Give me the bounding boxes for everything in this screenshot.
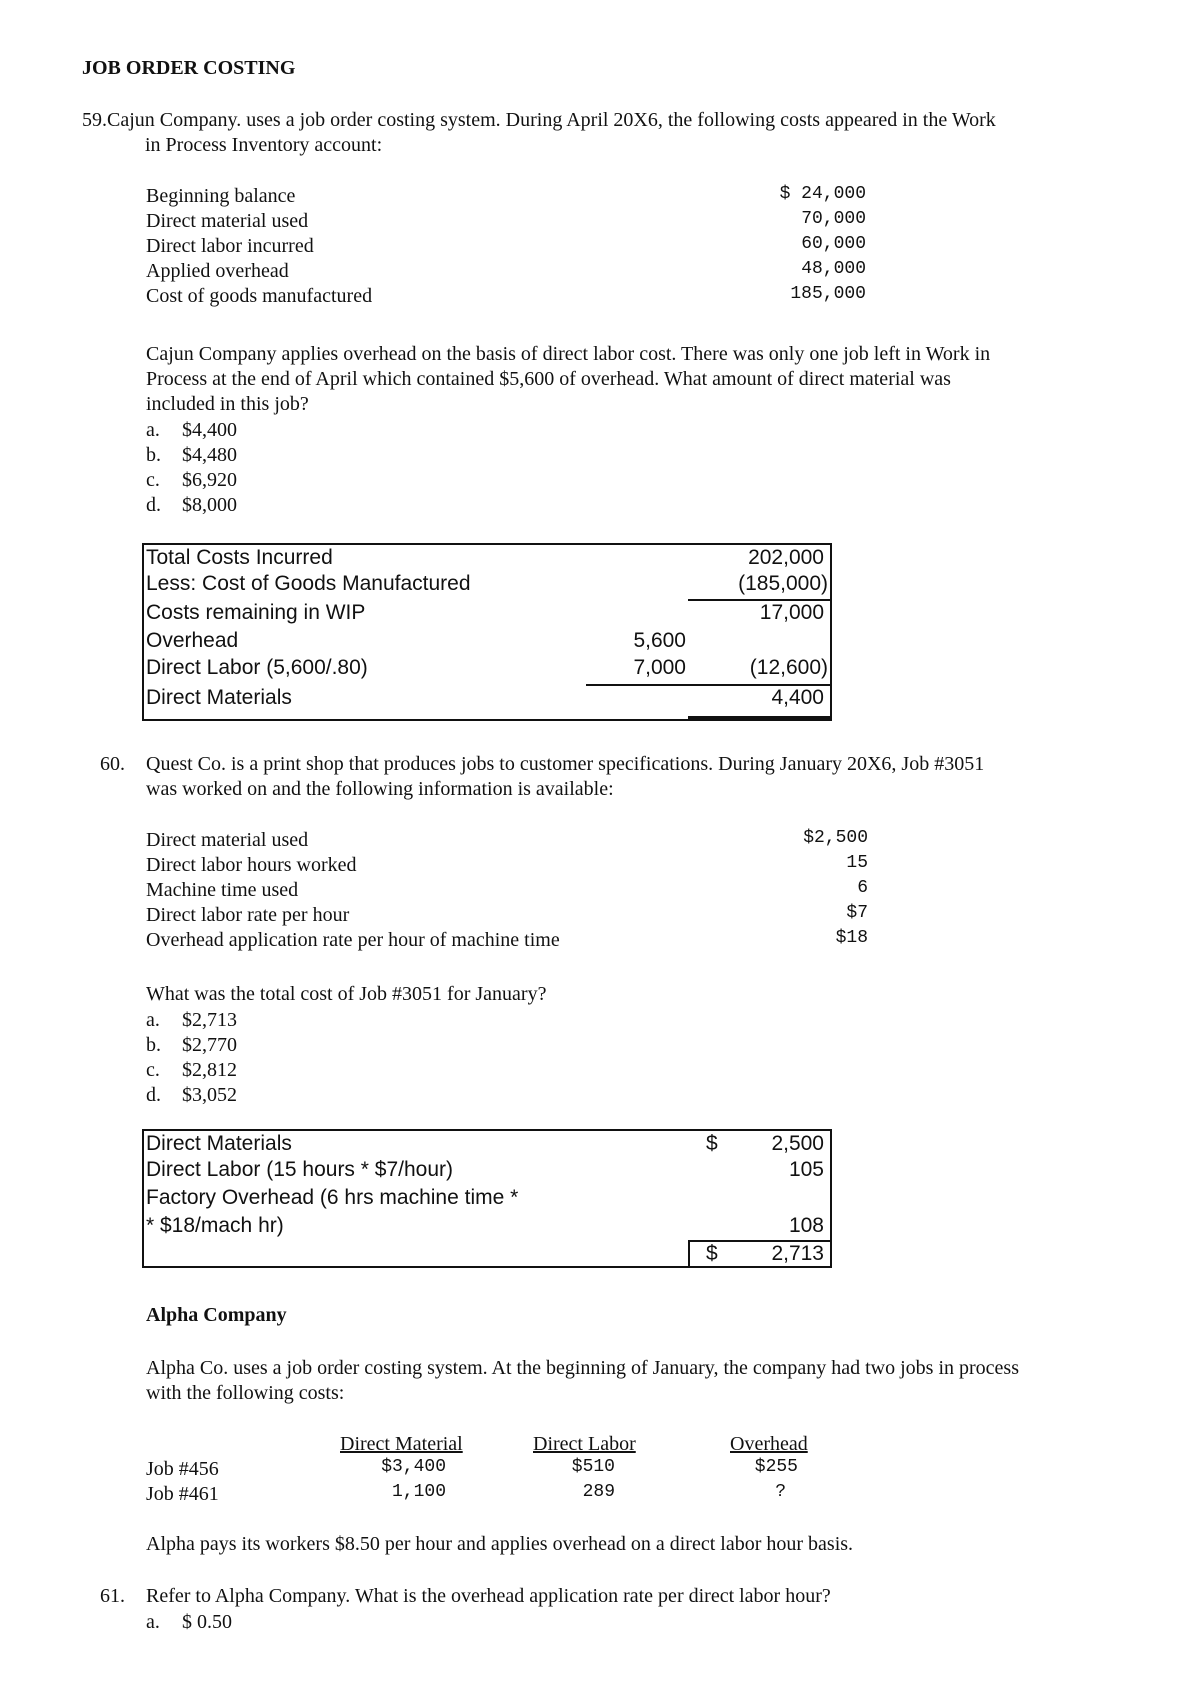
q59-solution-label: Overhead bbox=[146, 629, 239, 652]
q60-item-label: Direct labor hours worked bbox=[146, 854, 357, 876]
q59-item-value: 48,000 bbox=[801, 259, 866, 279]
alpha-oh-value: ? bbox=[775, 1482, 786, 1502]
q59-option-letter: a. bbox=[146, 419, 160, 441]
q60-number: 60. bbox=[100, 753, 125, 775]
q59-option-text: $4,480 bbox=[182, 444, 237, 466]
q59-item-label: Applied overhead bbox=[146, 260, 289, 282]
q59-item-value: 60,000 bbox=[801, 234, 866, 254]
q61-option-text: $ 0.50 bbox=[182, 1611, 232, 1633]
q59-item-label: Direct material used bbox=[146, 210, 309, 232]
q60-item-value: $2,500 bbox=[803, 828, 868, 848]
alpha-job-label: Job #461 bbox=[146, 1483, 219, 1505]
q59-solution-right: (185,000) bbox=[738, 572, 828, 595]
q59-solution-mid: 7,000 bbox=[633, 656, 686, 679]
alpha-oh-value: $255 bbox=[754, 1457, 798, 1477]
q60-option-text: $2,713 bbox=[182, 1009, 237, 1031]
q60-option-text: $2,770 bbox=[182, 1034, 237, 1056]
q60-solution-value: 108 bbox=[788, 1214, 824, 1237]
alpha-dm-value: $3,400 bbox=[381, 1457, 446, 1477]
q59-question-line-2: Process at the end of April which contained $5,600 of overhead. What amount of direct material was bbox=[146, 368, 951, 390]
q60-item-value: 6 bbox=[857, 878, 868, 898]
q60-item-label: Overhead application rate per hour of machine time bbox=[146, 929, 560, 951]
q59-option-letter: d. bbox=[146, 494, 161, 516]
q60-solution-total-value: 2,713 bbox=[771, 1242, 824, 1265]
q61-option-letter: a. bbox=[146, 1611, 160, 1633]
q60-solution-label: Direct Materials bbox=[146, 1132, 292, 1155]
q59-question-line-1: Cajun Company applies overhead on the basis of direct labor cost. There was only one job left in Work in bbox=[146, 343, 991, 365]
q59-option-text: $4,400 bbox=[182, 419, 237, 441]
q59-question-line-3: included in this job? bbox=[146, 393, 309, 415]
q59-option-letter: b. bbox=[146, 444, 161, 466]
q60-solution-total-currency: $ bbox=[706, 1242, 718, 1265]
q59-item-label: Direct labor incurred bbox=[146, 235, 314, 257]
q59-total-double-rule bbox=[688, 716, 830, 719]
q60-item-label: Machine time used bbox=[146, 879, 299, 901]
page-title: JOB ORDER COSTING bbox=[82, 57, 296, 79]
q59-solution-right: 17,000 bbox=[759, 601, 824, 624]
q59-solution-mid: 5,600 bbox=[633, 629, 686, 652]
q59-stem-line-1: 59.Cajun Company. uses a job order costing system. During April 20X6, the following costs appeared in the Work bbox=[82, 109, 996, 131]
q59-solution-right: (12,600) bbox=[749, 656, 828, 679]
alpha-dm-value: 1,100 bbox=[391, 1482, 446, 1502]
q60-item-label: Direct labor rate per hour bbox=[146, 904, 350, 926]
alpha-intro-line-2: with the following costs: bbox=[146, 1382, 345, 1404]
q59-option-letter: c. bbox=[146, 469, 160, 491]
q60-item-value: $18 bbox=[835, 928, 868, 948]
q59-solution-right: 202,000 bbox=[748, 546, 824, 569]
q60-solution-value: 105 bbox=[788, 1158, 824, 1181]
q61-stem: Refer to Alpha Company. What is the overhead application rate per direct labor hour? bbox=[146, 1585, 831, 1607]
q60-option-text: $3,052 bbox=[182, 1084, 237, 1106]
q60-option-text: $2,812 bbox=[182, 1059, 237, 1081]
alpha-note: Alpha pays its workers $8.50 per hour and applies overhead on a direct labor hour basis. bbox=[146, 1533, 854, 1555]
q59-solution-label: Total Costs Incurred bbox=[146, 546, 333, 569]
q59-solution-label: Costs remaining in WIP bbox=[146, 601, 366, 624]
alpha-job-label: Job #456 bbox=[146, 1458, 219, 1480]
q60-item-value: $7 bbox=[846, 903, 868, 923]
q59-item-value: $ 24,000 bbox=[779, 184, 866, 204]
alpha-col-header: Direct Material bbox=[340, 1433, 463, 1455]
q59-item-label: Cost of goods manufactured bbox=[146, 285, 373, 307]
alpha-intro-line-1: Alpha Co. uses a job order costing system. At the beginning of January, the company had two jobs in process bbox=[146, 1357, 1019, 1379]
q59-item-label: Beginning balance bbox=[146, 185, 296, 207]
alpha-col-header: Direct Labor bbox=[533, 1433, 636, 1455]
q60-solution-currency: $ bbox=[706, 1132, 718, 1155]
q60-option-letter: b. bbox=[146, 1034, 161, 1056]
q59-solution-right: 4,400 bbox=[771, 686, 824, 709]
q60-option-letter: d. bbox=[146, 1084, 161, 1106]
q60-option-letter: a. bbox=[146, 1009, 160, 1031]
alpha-dl-value: 289 bbox=[582, 1482, 615, 1502]
q60-solution-value: 2,500 bbox=[771, 1132, 824, 1155]
q60-option-letter: c. bbox=[146, 1059, 160, 1081]
q60-solution-label: Factory Overhead (6 hrs machine time * bbox=[146, 1186, 519, 1209]
q60-stem-line-2: was worked on and the following information is available: bbox=[146, 778, 614, 800]
q60-item-label: Direct material used bbox=[146, 829, 309, 851]
alpha-dl-value: $510 bbox=[571, 1457, 615, 1477]
q59-solution-label: Direct Materials bbox=[146, 686, 292, 709]
q61-number: 61. bbox=[100, 1585, 125, 1607]
q60-question: What was the total cost of Job #3051 for January? bbox=[146, 983, 547, 1005]
q60-stem-line-1: Quest Co. is a print shop that produces jobs to customer specifications. During January 20X6, Job #3051 bbox=[146, 753, 985, 775]
q60-total-cell-border bbox=[688, 1240, 690, 1266]
alpha-col-header: Overhead bbox=[730, 1433, 808, 1455]
alpha-heading: Alpha Company bbox=[146, 1304, 287, 1326]
q59-option-text: $8,000 bbox=[182, 494, 237, 516]
q60-solution-label: * $18/mach hr) bbox=[146, 1214, 284, 1237]
q59-item-value: 70,000 bbox=[801, 209, 866, 229]
q59-option-text: $6,920 bbox=[182, 469, 237, 491]
q59-solution-label: Less: Cost of Goods Manufactured bbox=[146, 572, 471, 595]
q59-solution-label: Direct Labor (5,600/.80) bbox=[146, 656, 368, 679]
q59-stem-line-2: in Process Inventory account: bbox=[145, 134, 383, 156]
q59-item-value: 185,000 bbox=[790, 284, 866, 304]
q60-solution-label: Direct Labor (15 hours * $7/hour) bbox=[146, 1158, 453, 1181]
q60-item-value: 15 bbox=[846, 853, 868, 873]
